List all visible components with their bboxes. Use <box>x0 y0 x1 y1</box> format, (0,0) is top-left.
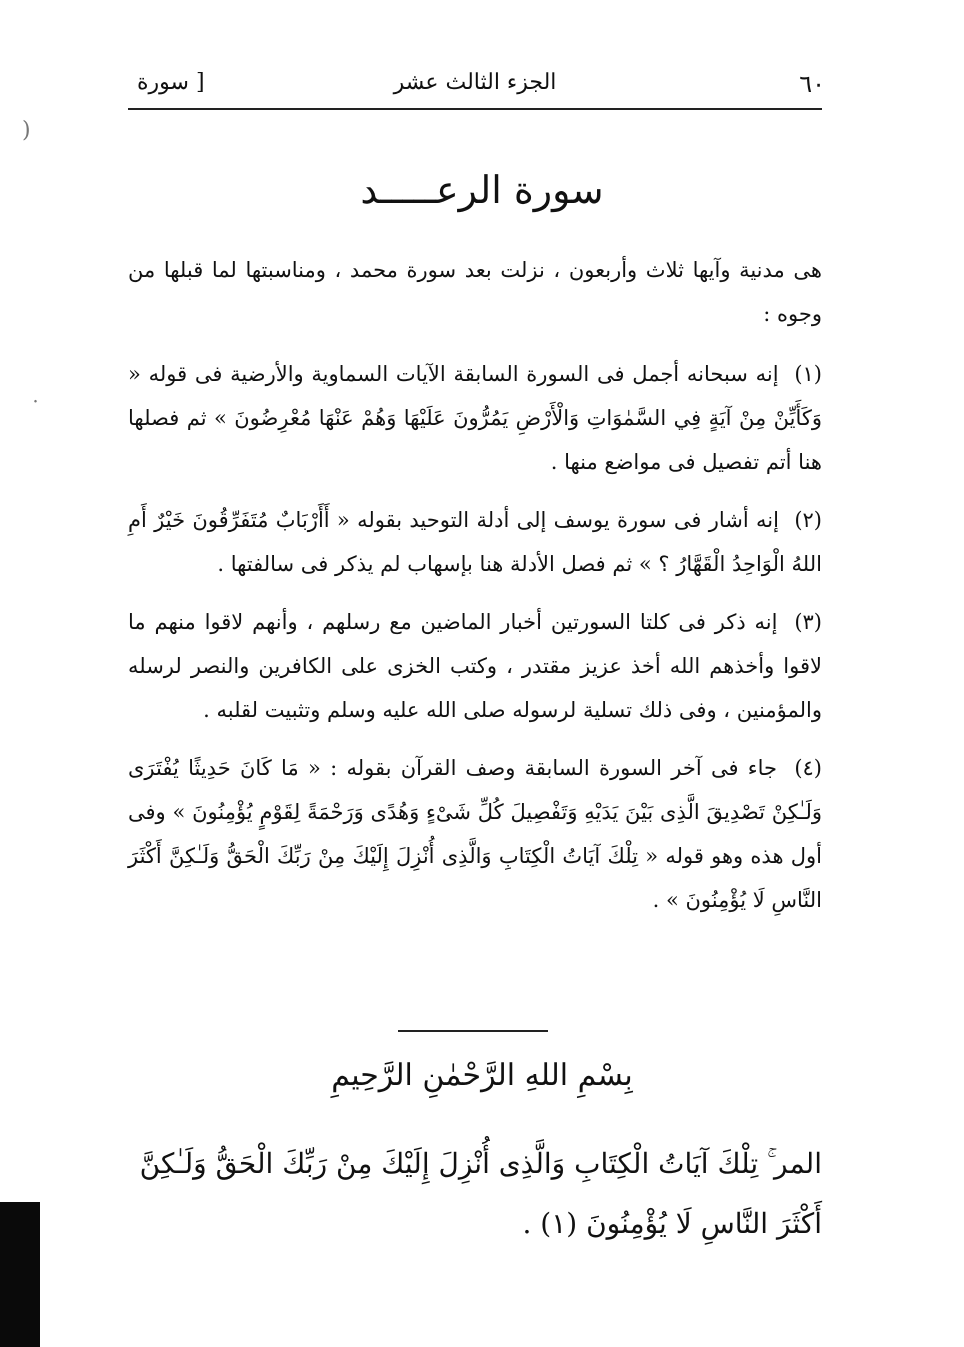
paragraph-number: (١) <box>794 362 822 386</box>
surah-label: [ سورة <box>137 70 205 95</box>
paragraph-3 <box>128 600 822 732</box>
page-title: سورة الرعـــــد <box>360 168 604 212</box>
paragraph-text: جاء فى آخر السورة السابقة وصف القرآن بقوله : « مَا كَانَ حَدِيثًا يُفْتَرَى وَلَـٰكِنْ تَصْدِيقَ الَّذِى بَيْنَ يَدَيْهِ وَتَفْصِيلَ كُلِّ شَىْءٍ وَهُدًى وَرَحْمَةً لِقَوْمٍ يُؤْمِنُونَ » وفى أول هذه وهو قوله « تِلْكَ آيَاتُ الْكِتَابِ وَالَّذِى أُنْزِلَ إِلَيْكَ مِنْ رَبِّكَ الْحَقُّ وَلَـٰكِنَّ أَكْثَرَ النَّاسِ لَا يُؤْمِنُونَ » . <box>128 756 822 912</box>
paragraph-2 <box>128 498 822 586</box>
paragraph-number: (٣) <box>794 610 822 634</box>
paragraph-4 <box>128 746 822 922</box>
paragraph-text: إنه سبحانه أجمل فى السورة السابقة الآيات السماوية والأرضية فى قوله « وَكَأَيِّنْ مِنْ آيَةٍ فِي السَّمٰوَاتِ وَالْأَرْضِ يَمُرُّونَ عَلَيْهَا وَهُمْ عَنْهَا مُعْرِضُونَ » ثم فصلها هنا أتم تفصيل فى مواضع منها . <box>128 362 822 474</box>
commentary-body <box>128 248 822 936</box>
scan-speck: ˙ <box>30 398 41 423</box>
section-divider <box>398 1030 548 1032</box>
paragraph-text: إنه أشار فى سورة يوسف إلى أدلة التوحيد بقوله « أَأَرْبَابٌ مُتَفَرِّقُونَ خَيْرٌ أَمِ اللهُ الْوَاحِدُ الْقَهَّارُ ؟ » ثم فصل الأدلة هنا بإسهاب لم يذكر فى سالفتها . <box>128 508 822 576</box>
scan-speck: ) <box>22 118 31 143</box>
quran-verse: المر ۚ تِلْكَ آيَاتُ الْكِتَابِ وَالَّذِى أُنْزِلَ إِلَيْكَ مِنْ رَبِّكَ الْحَقُّ وَلَـٰكِنَّ أَكْثَرَ النَّاسِ لَا يُؤْمِنُونَ (١) . <box>139 1147 822 1240</box>
header-rule <box>128 108 822 110</box>
page-header <box>125 66 825 106</box>
scan-edge-shadow <box>0 1202 40 1347</box>
intro-paragraph: هى مدنية وآيها ثلاث وأربعون ، نزلت بعد سورة محمد ، ومناسبتها لما قبلها من وجوه : <box>128 258 822 326</box>
paragraph-text: إنه ذكر فى كلتا السورتين أخبار الماضين مع رسلهم ، وأنهم لاقوا منهم ما لاقوا وأخذهم الله أخذ عزيز مقتدر ، وكتب الخزى على الكافرين والنصر لرسله والمؤمنين ، وفى ذلك تسلية لرسوله صلى الله عليه وسلم وتثبيت لقلبه . <box>128 610 822 722</box>
page-number: ٦٠ <box>799 70 825 98</box>
paragraph-number: (٤) <box>794 756 822 780</box>
paragraph-number: (٢) <box>794 508 822 532</box>
running-title: الجزء الثالث عشر <box>393 70 557 95</box>
paragraph-1 <box>128 352 822 484</box>
basmala: بِسْمِ اللهِ الرَّحْمٰنِ الرَّحِيمِ <box>331 1058 633 1093</box>
